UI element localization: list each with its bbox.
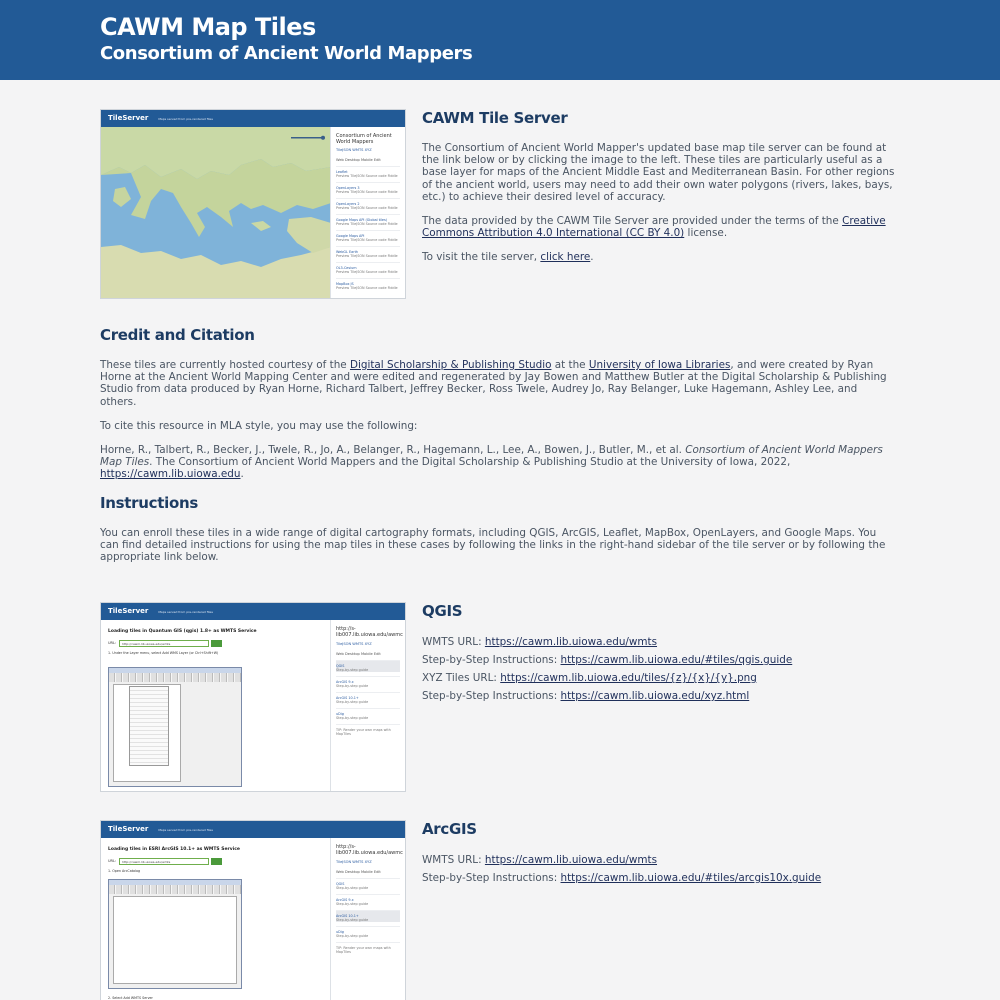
site-title: CAWM Map Tiles <box>100 13 316 41</box>
qgis-xyz-line: XYZ Tiles URL: https://cawm.lib.uiowa.edu/tiles/{z}/{x}/{y}.png <box>422 672 757 684</box>
qgis-xyz-link[interactable]: https://cawm.lib.uiowa.edu/tiles/{z}/{x}/{y}.png <box>500 672 757 684</box>
thumbnail-sidebar: Consortium of Ancient World Mappers TileJSON WMTS XYZ Web Desktop Mobile Edit Leaflet Preview TileJSON Source code Fiddle OpenLayers 3 Preview TileJSON Source code Fiddle OpenLayers 2 Preview TileJSON Source code Fiddle Google Maps API (Global tiles) Preview TileJSON Source code Fiddle Google Maps API Preview TileJSON Source code Fiddle WebGL Earth Preview TileJSON Source code Fiddle OL3-Cesium Preview TileJSON Source code Fiddle MapBox JS Preview TileJSON Source code Fiddle <box>330 127 405 298</box>
instructions-text: You can enroll these tiles in a wide range of digital cartography formats, including QGIS, ArcGIS, Leaflet, MapBox, OpenLayers, and Google Maps. You can find detailed instructions for using the map tiles in these cases by following the links in the right-hand sidebar of the tile server or by following the appropriate link below. <box>100 527 886 564</box>
qgis-xyz-guide-line: Step-by-Step Instructions: https://cawm.lib.uiowa.edu/xyz.html <box>422 690 750 702</box>
uiowa-libraries-link[interactable]: University of Iowa Libraries <box>588 359 731 371</box>
tile-server-link[interactable]: click here <box>540 251 591 264</box>
credit-section <box>100 326 890 481</box>
tile-server-thumbnail[interactable] <box>100 109 406 299</box>
cite-intro: To cite this resource in MLA style, you may use the following: <box>100 419 418 432</box>
credit-heading: Credit and Citation <box>100 326 255 344</box>
instructions-heading: Instructions <box>100 494 198 512</box>
qgis-wmts-line: WMTS URL: https://cawm.lib.uiowa.edu/wmts <box>422 636 658 648</box>
qgis-wmts-link[interactable]: https://cawm.lib.uiowa.edu/wmts <box>484 636 658 648</box>
instructions-section <box>100 494 890 564</box>
arcgis-thumbnail[interactable]: TileServer Maps served from pre-rendered files Loading tiles in ESRI ArcGIS 10.1+ as WMTS Service URL: http://cawm.lib.uiowa.edu/wmts 1. Open ArcCatalog 2. Select Add WMTS Server http://s-lib007.lib.uiowa.edu/awmc TileJSON WMTS XYZ Web Desktop Mobile Edit QGIS Step-by-step guide ArcGIS 9.x Step-by-step guide ArcGIS 10.1+ Step-by-step guide uDig Step-by-step guide TIP: Render your own maps with MapTiles <box>100 820 406 1000</box>
arcgis-guide-line: Step-by-Step Instructions: https://cawm.lib.uiowa.edu/#tiles/arcgis10x.guide <box>422 872 822 884</box>
arcgis-heading: ArcGIS <box>422 820 477 838</box>
tile-server-description: The Consortium of Ancient World Mapper's updated base map tile server can be found at the link below or by clicking the image to the left. These tiles are particularly useful as a base layer for maps of the Ancient Middle East and Mediterranean Basin. For other regions of the ancient world, users may need to add their own water polygons (rivers, lakes, bays, etc.) to achieve their desired level of accuracy. <box>422 142 895 203</box>
qgis-section <box>422 602 902 708</box>
site-subtitle: Consortium of Ancient World Mappers <box>100 43 473 64</box>
credit-text: These tiles are currently hosted courtesy of the Digital Scholarship & Publishing Studio at the University of Iowa Libraries, and were created by Ryan Horne at the Ancient World Mapping Center and were edited and regenerated by Jay Bowen and Matthew Butler at the Digital Scholarship & Publishing Studio from data produced by Ryan Horne, Richard Talbert, Jeffrey Becker, Ross Twele, Audrey Jo, Ray Belanger, Luke Hagemann, Ashley Lee, and others. <box>100 359 887 408</box>
arcgis-wmts-line: WMTS URL: https://cawm.lib.uiowa.edu/wmts <box>422 854 658 866</box>
arcgis-window-screenshot <box>108 879 242 989</box>
cawm-site-link[interactable]: https://cawm.lib.uiowa.edu <box>100 468 241 481</box>
tile-server-section <box>422 109 902 264</box>
thumbnail-topbar: TileServer Maps served from pre-rendered files <box>101 110 405 127</box>
qgis-guide-link[interactable]: https://cawm.lib.uiowa.edu/#tiles/qgis.guide <box>560 654 793 666</box>
thumbnail-viewer-list: Leaflet Preview TileJSON Source code Fiddle OpenLayers 3 Preview TileJSON Source code Fiddle OpenLayers 2 Preview TileJSON Source code Fiddle Google Maps API (Global tiles) Preview TileJSON Source code Fiddle Google Maps API Preview TileJSON Source code Fiddle WebGL Earth Preview TileJSON Source code Fiddle OL3-Cesium Preview TileJSON Source code Fiddle MapBox JS Preview TileJSON Source code Fiddle <box>336 166 400 290</box>
site-header <box>0 0 1000 80</box>
mla-citation: Horne, R., Talbert, R., Becker, J., Twele, R., Jo, A., Belanger, R., Hagemann, L., Lee, A., Bowen, J., Butler, M., et al. Consortium of Ancient World Mappers Map Tiles. The Consortium of Ancient World Mappers and the Digital Scholarship & Publishing Studio at the University of Iowa, 2022, https://cawm.lib.uiowa.edu. <box>100 444 883 481</box>
qgis-guide-line: Step-by-Step Instructions: https://cawm.lib.uiowa.edu/#tiles/qgis.guide <box>422 654 793 666</box>
tile-server-visit: To visit the tile server, click here. <box>422 251 594 264</box>
qgis-thumbnail[interactable]: TileServer Maps served from pre-rendered files Loading tiles in Quantum GIS (qgis) 1.8+ as WMTS Service URL: http://cawm.lib.uiowa.edu/wmts 1. Under the Layer menu, select Add WMS Layer (or Ctrl+Shift+W) http://s-lib007.lib.uiowa.edu/awmc TileJSON WMTS XYZ Web Desktop Mobile Edit QGIS Step-by-step guide ArcGIS 9.x Step-by-step guide ArcGIS 10.1+ Step-by-step guide uDig Step-by-step guide TIP: Render your own maps with MapTiles <box>100 602 406 792</box>
arcgis-guide-link[interactable]: https://cawm.lib.uiowa.edu/#tiles/arcgis10x.guide <box>560 872 822 884</box>
arcgis-wmts-link[interactable]: https://cawm.lib.uiowa.edu/wmts <box>484 854 658 866</box>
qgis-window-screenshot <box>108 667 242 787</box>
dsps-link[interactable]: Digital Scholarship & Publishing Studio <box>349 359 552 371</box>
qgis-xyz-guide-link[interactable]: https://cawm.lib.uiowa.edu/xyz.html <box>560 690 750 702</box>
arcgis-section <box>422 820 902 890</box>
qgis-heading: QGIS <box>422 602 463 620</box>
cc-license-link[interactable]: Creative Commons Attribution 4.0 International (CC BY 4.0) <box>422 215 886 240</box>
tile-server-license: The data provided by the CAWM Tile Server are provided under the terms of the Creative Commons Attribution 4.0 International (CC BY 4.0) license. <box>422 215 886 240</box>
map-preview <box>101 127 331 299</box>
main-content <box>0 80 1000 1000</box>
tile-server-heading: CAWM Tile Server <box>422 109 568 127</box>
